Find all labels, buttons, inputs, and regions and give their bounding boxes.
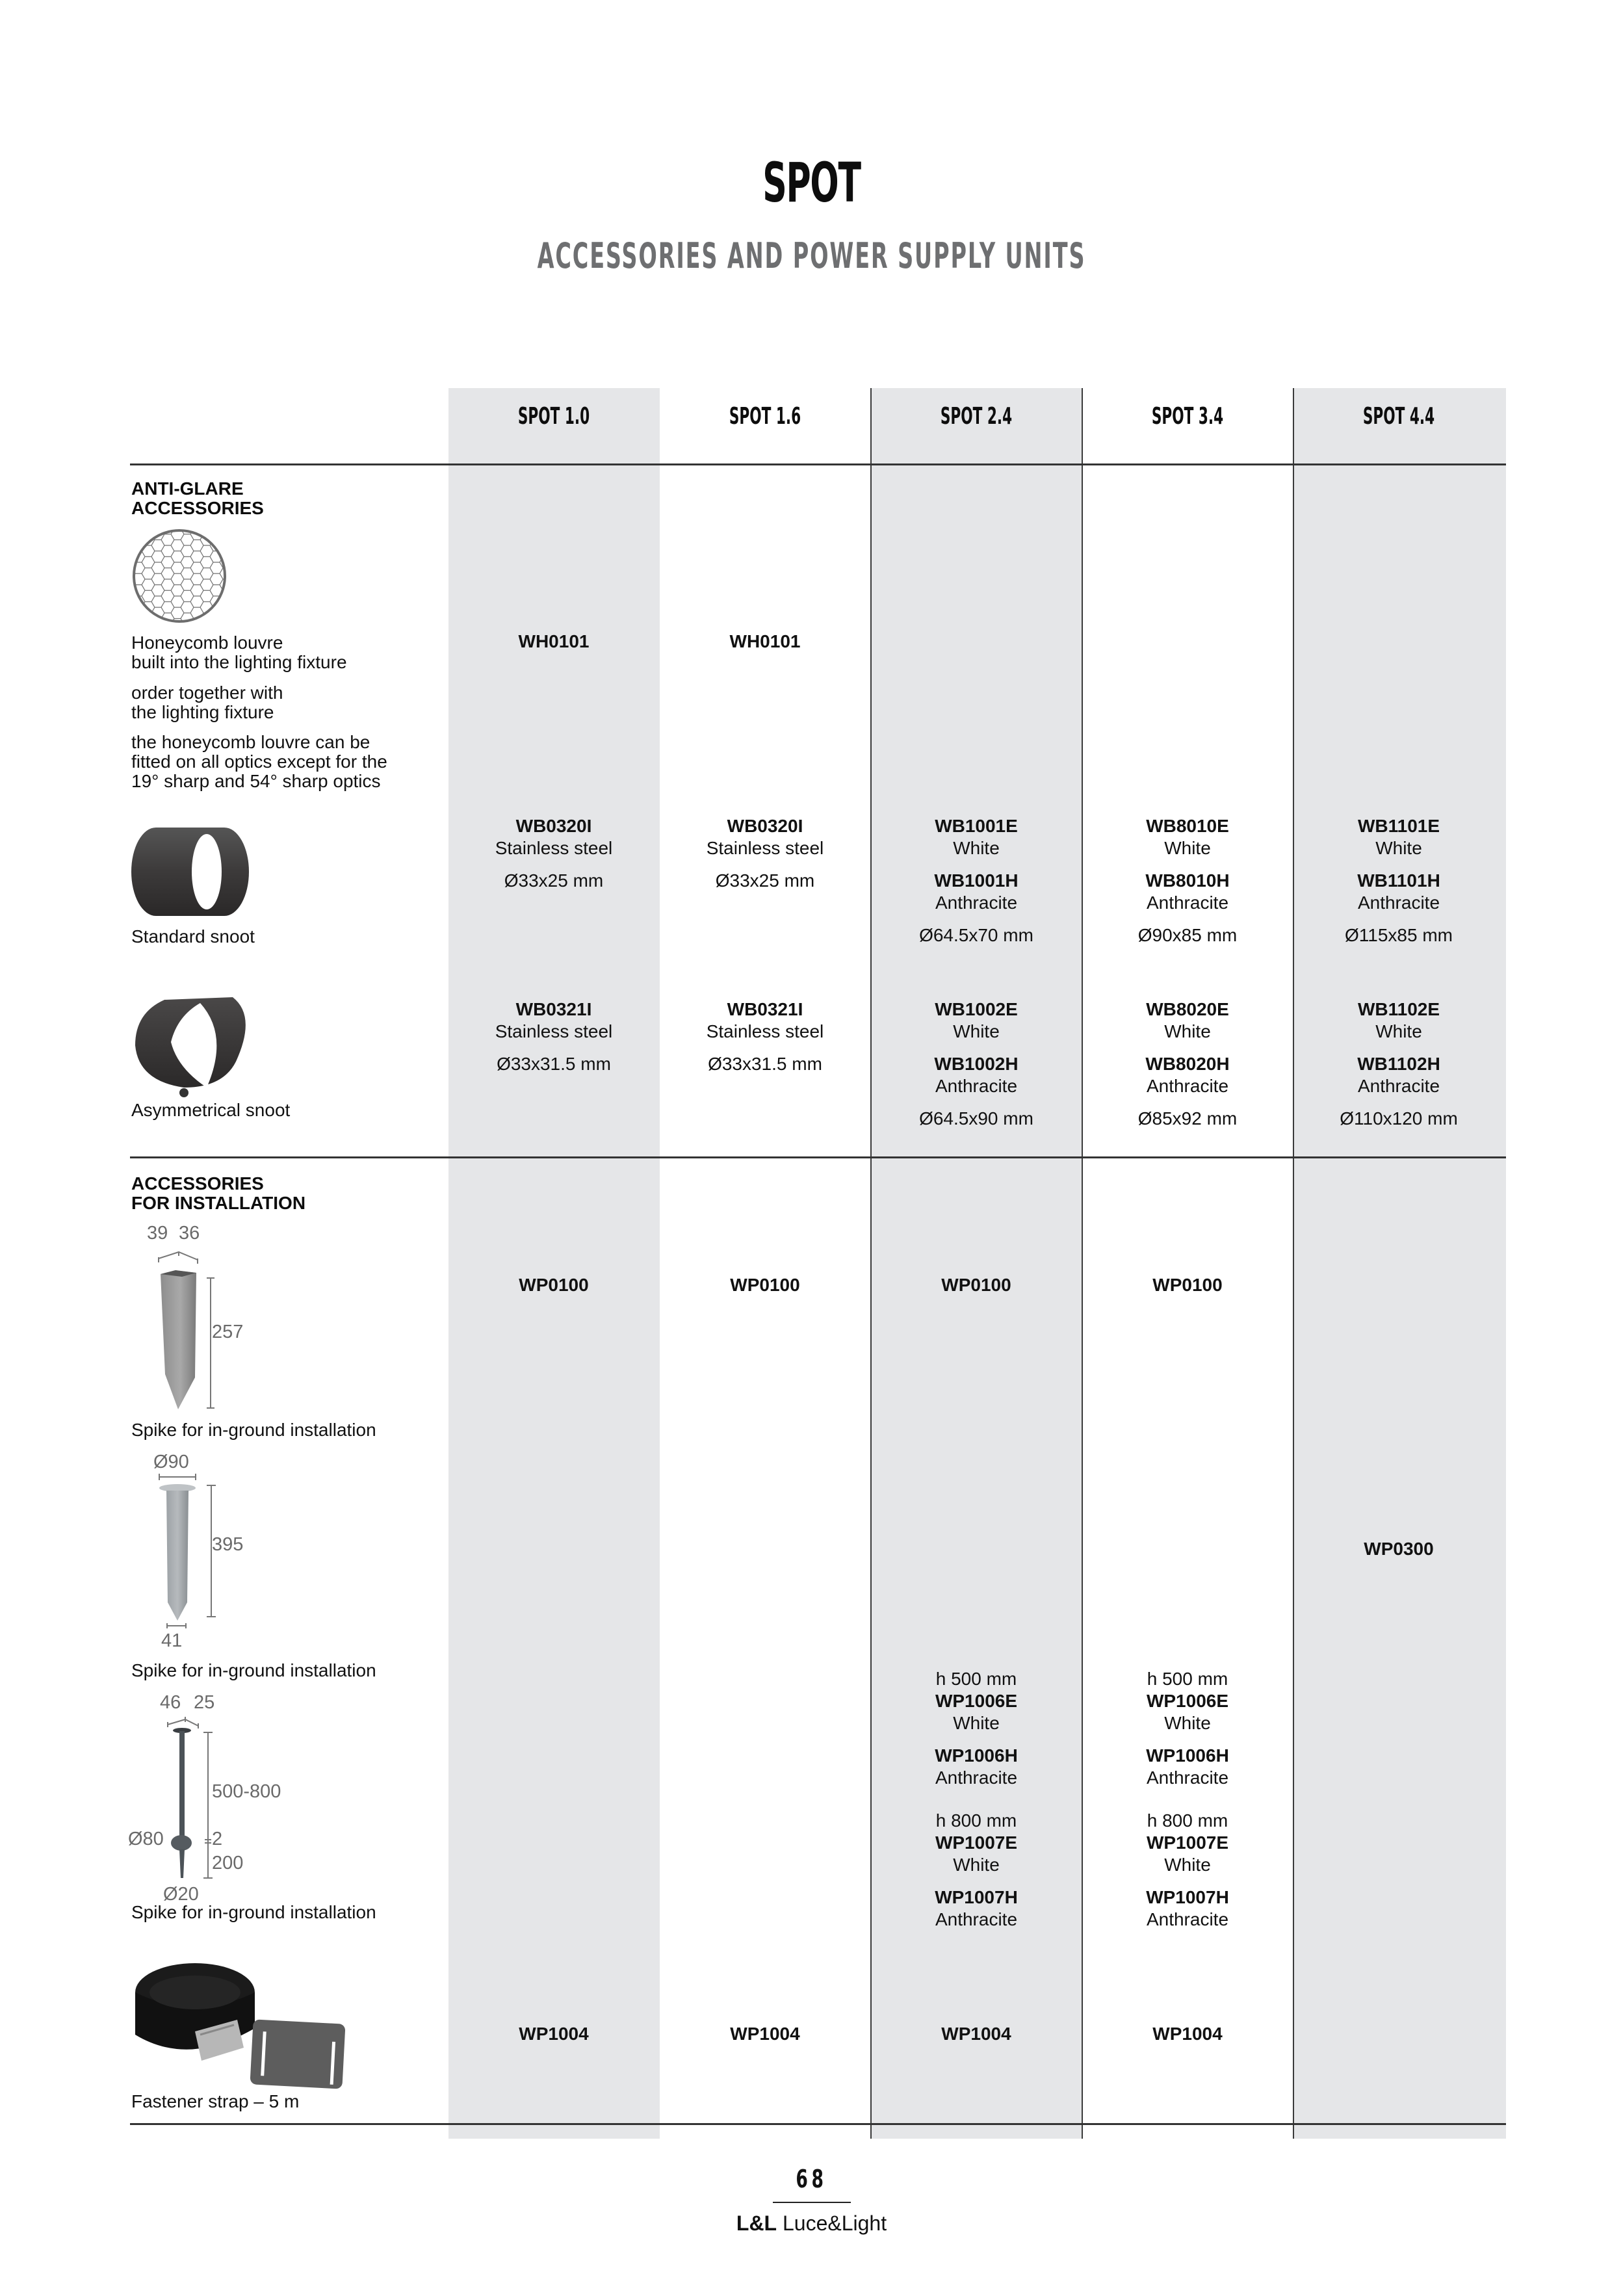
finish: Stainless steel [706,1021,824,1041]
height: h 500 mm [935,1669,1017,1689]
column-header-spot-3-4: SPOT 3.4 [1151,403,1224,430]
label-line: the honeycomb louvre can be [131,732,370,752]
honeycomb-note-optics [131,733,387,791]
finish: Stainless steel [706,838,824,858]
product-code: WB1002H [934,1054,1019,1074]
label-line: 19° sharp and 54° sharp optics [131,771,381,791]
product-code: WB1101E [1357,816,1440,836]
section-heading-anti-glare [131,479,264,518]
standard-snoot-image [130,822,250,917]
dimension-label: 2 [212,1829,223,1849]
square-spike-label: Spike for in-ground installation [131,1420,376,1440]
column-header-spot-4-4: SPOT 4.4 [1362,403,1435,430]
section-rule [130,1156,1506,1158]
table-bottom-rule [130,2123,1506,2125]
brand-footer [0,2211,1623,2236]
dimension-label: Ø20 [163,1884,199,1905]
page-number: 68 [796,2165,827,2193]
product-code: WP0100 [519,1275,589,1295]
finish: White [953,1021,1000,1041]
finish: White [1164,1021,1211,1041]
finish: White [1375,1021,1422,1041]
column-header-spot-1-0: SPOT 1.0 [517,403,590,430]
product-code: WB0320I [727,816,803,836]
size: Ø33x31.5 mm [497,1054,611,1074]
finish: Anthracite [1357,1076,1440,1096]
product-code: WP0100 [730,1275,800,1295]
finish: White [1164,1713,1211,1733]
size: Ø85x92 mm [1137,1108,1238,1128]
cell-strap-spot-1-0 [448,2023,659,2045]
product-code: WP1007H [1146,1887,1229,1907]
page-subtitle: ACCESSORIES AND POWER SUPPLY UNITS [537,235,1086,276]
product-code: WP1006E [935,1691,1018,1711]
asymmetrical-snoot-label: Asymmetrical snoot [131,1100,291,1120]
label-line: order together with [131,683,283,703]
section-heading-line: ACCESSORIES [131,498,264,518]
cell-round-spike-spot-4-4 [1293,1538,1504,1560]
finish: Anthracite [1357,893,1440,913]
product-code: WB1102E [1357,999,1440,1019]
size: Ø90x85 mm [1137,925,1238,945]
product-code: WP1006E [1146,1691,1229,1711]
asymmetrical-snoot-image [132,997,252,1101]
product-code: WB8010H [1145,870,1230,891]
finish: Stainless steel [495,1021,613,1041]
product-code: WP0300 [1364,1539,1434,1559]
size: Ø33x25 mm [715,870,815,891]
cell-asym-snoot-spot-2-4 [871,998,1082,1130]
label-line: fitted on all optics except for the [131,751,387,772]
product-code: WB0321I [515,999,592,1019]
finish: Stainless steel [495,838,613,858]
size: Ø33x31.5 mm [708,1054,822,1074]
fastener-strap-label: Fastener strap – 5 m [131,2091,300,2111]
product-code: WB8010E [1146,816,1229,836]
product-code: WP0100 [1152,1275,1223,1295]
cell-square-spike-spot-3-4 [1082,1274,1293,1296]
dimension-label: Ø90 [153,1452,189,1472]
cell-asym-snoot-spot-3-4 [1082,998,1293,1130]
finish: Anthracite [1146,1768,1229,1788]
square-spike-image [151,1238,216,1410]
product-code: WP1007E [1146,1833,1229,1853]
product-code: WP1006H [935,1745,1018,1766]
section-heading-line: ACCESSORIES [131,1173,264,1194]
brand-logo-text: L&L [736,2211,777,2235]
size: Ø64.5x90 mm [919,1108,1033,1128]
product-code: WB0320I [515,816,592,836]
finish: White [953,838,1000,858]
product-code: WP1004 [1152,2024,1223,2044]
product-code: WB1101H [1357,870,1440,891]
column-shade-spot-4-4 [1293,388,1506,2139]
product-code: WH0101 [518,631,590,651]
size: Ø110x120 mm [1340,1108,1458,1128]
height: h 500 mm [1147,1669,1228,1689]
product-code: WP1007H [935,1887,1018,1907]
footer-rule [773,2202,851,2203]
column-divider [1293,388,1294,2139]
product-code: WP1007E [935,1833,1018,1853]
product-code: WP1004 [941,2024,1011,2044]
honeycomb-note-order [131,683,283,722]
cell-standard-snoot-spot-3-4 [1082,815,1293,946]
product-code: WP0100 [941,1275,1011,1295]
label-line: the lighting fixture [131,702,274,722]
size: Ø115x85 mm [1345,925,1453,945]
dimension-label: 39 [147,1223,168,1244]
finish: Anthracite [1146,1909,1229,1929]
dimension-label: 257 [212,1322,244,1342]
honeycomb-label [131,633,347,672]
size: Ø64.5x70 mm [919,925,1033,945]
dimension-label: 200 [212,1853,244,1873]
header-rule [130,463,1506,465]
finish: Anthracite [935,1076,1018,1096]
cell-screw-spike-spot-3-4 [1082,1668,1293,1931]
product-code: WP1006H [1146,1745,1229,1766]
cell-square-spike-spot-2-4 [871,1274,1082,1296]
finish: White [1375,838,1422,858]
product-code: WB0321I [727,999,803,1019]
cell-screw-spike-spot-2-4 [871,1668,1082,1931]
product-code: WB1001E [935,816,1018,836]
screw-spike-image [166,1713,218,1882]
cell-standard-snoot-spot-1-6 [660,815,870,892]
finish: Anthracite [935,1768,1018,1788]
dimension-label: 46 [160,1692,181,1713]
finish: White [953,1713,1000,1733]
product-code: WP1004 [519,2024,589,2044]
product-code: WH0101 [729,631,801,651]
finish: White [953,1855,1000,1875]
cell-strap-spot-2-4 [871,2023,1082,2045]
dimension-label: 25 [194,1692,215,1713]
dimension-label: 41 [161,1630,183,1651]
cell-standard-snoot-spot-4-4 [1293,815,1504,946]
section-heading-line: FOR INSTALLATION [131,1193,306,1213]
cell-honeycomb-spot-1-0 [448,631,659,653]
screw-spike-label: Spike for in-ground installation [131,1902,376,1922]
finish: Anthracite [935,893,1018,913]
product-code: WB1102H [1357,1054,1440,1074]
finish: White [1164,838,1211,858]
cell-strap-spot-1-6 [660,2023,870,2045]
product-code: WB8020E [1146,999,1229,1019]
page-title: SPOT [762,151,861,215]
product-code: WB1001H [934,870,1019,891]
section-heading-installation [131,1174,305,1213]
size: Ø33x25 mm [504,870,604,891]
product-code: WB8020H [1145,1054,1230,1074]
cell-asym-snoot-spot-1-0 [448,998,659,1075]
dimension-label: Ø80 [128,1829,164,1849]
cell-square-spike-spot-1-6 [660,1274,870,1296]
dimension-label: 395 [212,1534,244,1555]
finish: Anthracite [1146,1076,1229,1096]
cell-square-spike-spot-1-0 [448,1274,659,1296]
cell-standard-snoot-spot-2-4 [871,815,1082,946]
product-code: WB1002E [935,999,1018,1019]
round-head-spike-image [151,1472,222,1632]
cell-strap-spot-3-4 [1082,2023,1293,2045]
brand-name: Luce&Light [782,2211,887,2235]
column-header-spot-1-6: SPOT 1.6 [729,403,801,430]
finish: Anthracite [935,1909,1018,1929]
height: h 800 mm [935,1810,1017,1831]
column-header-spot-2-4: SPOT 2.4 [940,403,1013,430]
fastener-strap-image [130,1957,351,2087]
cell-asym-snoot-spot-4-4 [1293,998,1504,1130]
product-code: WP1004 [730,2024,800,2044]
dimension-label: 500-800 [212,1781,281,1802]
honeycomb-louvre-icon [132,528,227,623]
dimension-label: 36 [179,1223,200,1244]
finish: White [1164,1855,1211,1875]
section-heading-line: ANTI-GLARE [131,478,244,499]
round-head-spike-label: Spike for in-ground installation [131,1660,376,1680]
label-line: Honeycomb louvre [131,633,283,653]
cell-standard-snoot-spot-1-0 [448,815,659,892]
label-line: built into the lighting fixture [131,652,347,672]
height: h 800 mm [1147,1810,1228,1831]
standard-snoot-label: Standard snoot [131,926,255,946]
finish: Anthracite [1146,893,1229,913]
cell-honeycomb-spot-1-6 [660,631,870,653]
cell-asym-snoot-spot-1-6 [660,998,870,1075]
